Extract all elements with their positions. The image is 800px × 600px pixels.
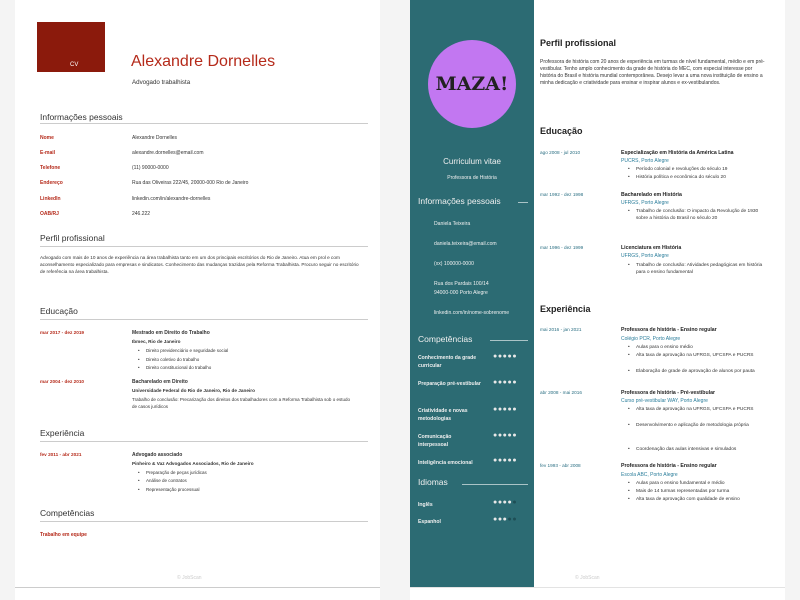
skills-heading: Competências bbox=[418, 334, 473, 344]
info-value: (11) 90000-0000 bbox=[132, 165, 169, 171]
rating-dot: ● bbox=[493, 499, 498, 506]
info-label: Telefone bbox=[40, 165, 61, 171]
cv-title: Curriculum vitae bbox=[443, 157, 501, 166]
language-rating bbox=[493, 499, 517, 506]
personal-info-heading: Informações pessoais bbox=[418, 196, 501, 206]
language-rating bbox=[493, 516, 517, 523]
skills-title: Competências bbox=[40, 508, 95, 518]
list-item: • Direito previdenciário e seguridade social bbox=[146, 348, 228, 353]
list-item: • Análise de contratos bbox=[146, 478, 187, 483]
resume-left bbox=[15, 0, 380, 600]
education-institution: PUCRS, Porto Alegre bbox=[621, 158, 669, 164]
rating-dot: ● bbox=[512, 499, 518, 506]
info-value: linkedin.com/in/alexandre-dornelles bbox=[132, 196, 211, 202]
experience-employer: Colégio PCR, Porto Alegre bbox=[621, 336, 681, 342]
education-date: mar 1992 - dez 1998 bbox=[540, 192, 584, 197]
rating-dot: ● bbox=[512, 406, 518, 413]
section-divider bbox=[40, 319, 368, 320]
rating-dot: ● bbox=[497, 516, 503, 523]
rating-dot: ● bbox=[507, 516, 513, 523]
rating-dot: ● bbox=[493, 516, 498, 523]
skill-label: Criatividade e novas metodologias bbox=[418, 408, 468, 422]
page-footer: © JobScan bbox=[177, 575, 202, 581]
education-date: mar 2017 - dez 2019 bbox=[40, 330, 85, 335]
info-label: Endereço bbox=[40, 180, 63, 186]
list-item: • Alta taxa de aprovação na UFRGS, UFCSPA e PUCRS bbox=[636, 406, 770, 413]
info-value: Rua das Oliveiras 222/45, 20000-000 Rio de Janeiro bbox=[132, 180, 249, 186]
skill-label: Comunicação interpessoal bbox=[418, 434, 452, 448]
experience-date: mai 2016 - jan 2021 bbox=[540, 327, 582, 332]
section-divider bbox=[40, 246, 368, 247]
rating-dot: ● bbox=[507, 379, 513, 386]
sidebar bbox=[410, 0, 534, 587]
experience-title: Experiência bbox=[40, 428, 85, 438]
skill-item: Trabalho em equipe bbox=[40, 532, 87, 538]
heading-rule bbox=[462, 484, 528, 485]
rating-dot: ● bbox=[502, 406, 508, 413]
section-divider bbox=[40, 521, 368, 522]
rating-dot: ● bbox=[502, 516, 508, 523]
heading-rule bbox=[490, 340, 528, 341]
info-label: LinkedIn bbox=[40, 196, 61, 202]
skill-label: Preparação pré-vestibular bbox=[418, 381, 481, 387]
language-label: Espanhol bbox=[418, 519, 441, 525]
rating-dot: ● bbox=[502, 499, 508, 506]
info-label: OAB/RJ bbox=[40, 211, 59, 217]
rating-dot: ● bbox=[502, 379, 508, 386]
list-item: • Aulas para o ensino fundamental e médio bbox=[636, 480, 770, 487]
skill-rating bbox=[493, 457, 517, 464]
experience-title-entry: Advogado associado bbox=[132, 452, 183, 458]
rating-dot: ● bbox=[507, 406, 513, 413]
header-badge: CV bbox=[37, 22, 105, 72]
info-value: Alexandre Dornelles bbox=[132, 135, 178, 141]
rating-dot: ● bbox=[512, 379, 518, 386]
experience-employer: Pinheiro & Vaz Advogados Associados, Rio de Janeiro bbox=[132, 461, 254, 466]
skill-rating bbox=[493, 432, 517, 439]
education-title-entry: Mestrado em Direito do Trabalho bbox=[132, 330, 210, 336]
rating-dot: ● bbox=[507, 499, 513, 506]
list-item: • Alta taxa de aprovação com qualidade de ensino bbox=[636, 496, 770, 503]
experience-title-entry: Professora de história - Ensino regular bbox=[621, 327, 717, 333]
list-item: • Alta taxa de aprovação na UFRGS, UFCSPA e PUCRS bbox=[636, 352, 770, 359]
rating-dot: ● bbox=[507, 432, 513, 439]
skill-label: Conhecimento da grade curricular bbox=[418, 355, 477, 369]
education-institution: Ibmec, Rio de Janeiro bbox=[132, 339, 181, 344]
personal-name: Daniela Teixeira bbox=[434, 221, 471, 227]
education-date: mar 2004 - dez 2010 bbox=[40, 379, 85, 384]
rating-dot: ● bbox=[497, 457, 503, 464]
rating-dot: ● bbox=[507, 353, 513, 360]
candidate-name: Alexandre Dornelles bbox=[131, 53, 276, 70]
skill-rating bbox=[493, 353, 517, 360]
personal-address-line1: Rua dos Pardais 100/14 bbox=[434, 281, 489, 287]
rating-dot: ● bbox=[493, 379, 498, 386]
profile-heading: Perfil profissional bbox=[540, 38, 617, 48]
page-footer: © JobScan bbox=[575, 575, 600, 581]
resume-right bbox=[410, 0, 785, 600]
experience-employer: Escola ABC, Porto Alegre bbox=[621, 472, 678, 478]
info-label: E-mail bbox=[40, 150, 56, 156]
list-item: • Trabalho de conclusão: Atividades pedagógicas em história para o ensino fundamental bbox=[636, 262, 770, 276]
logo-circle bbox=[428, 40, 516, 128]
languages-heading: Idiomas bbox=[418, 477, 448, 487]
list-item: • Direito constitucional do trabalho bbox=[146, 365, 211, 370]
rating-dot: ● bbox=[497, 353, 503, 360]
personal-phone: (xx) 100000-0000 bbox=[434, 261, 474, 267]
section-divider bbox=[40, 441, 368, 442]
rating-dot: ● bbox=[512, 432, 518, 439]
skill-rating bbox=[493, 379, 517, 386]
education-date: mar 1996 - dez 1999 bbox=[540, 245, 584, 250]
education-institution: UFRGS, Porto Alegre bbox=[621, 253, 669, 259]
rating-dot: ● bbox=[502, 457, 508, 464]
education-date: ago 2008 - jul 2010 bbox=[540, 150, 581, 155]
page-bottom-line bbox=[15, 587, 380, 588]
rating-dot: ● bbox=[497, 406, 503, 413]
skill-rating bbox=[493, 406, 517, 413]
cv-subtitle: Professora de História bbox=[447, 175, 497, 181]
rating-dot: ● bbox=[493, 406, 498, 413]
rating-dot: ● bbox=[502, 432, 508, 439]
profile-text: Professora de história com 20 anos de experiência em turmas de nível fundamental, médio e em pré-vestibular. Tenho amplo conhecimento da grade de história do MEC, com especial interesse por história do Brasil e história mundial contemporânea. Desejo levar a uma nova instituição de ensino a minha dedicação e criatividade para ensinar e inspirar alunos e ex-vestibulandos. bbox=[540, 59, 765, 86]
education-heading: Educação bbox=[540, 126, 583, 136]
rating-dot: ● bbox=[507, 457, 513, 464]
list-item: • Período colonial e revoluções do século 19 bbox=[636, 166, 770, 173]
list-item: • Representação processual bbox=[146, 487, 200, 492]
language-label: Inglês bbox=[418, 502, 433, 508]
skill-label: Inteligência emocional bbox=[418, 460, 473, 466]
logo-text: MAZA! bbox=[435, 73, 509, 95]
page-bottom-line bbox=[410, 587, 785, 588]
list-item: • Coordenação das aulas intensivas e simulados bbox=[636, 446, 770, 453]
education-title: Educação bbox=[40, 306, 78, 316]
info-value: alexandre.dornelles@email.com bbox=[132, 150, 204, 156]
rating-dot: ● bbox=[512, 457, 518, 464]
list-item: • Trabalho de conclusão: O impacto da Revolução de 1930 sobre a história do Brasil no século 20 bbox=[636, 208, 770, 222]
rating-dot: ● bbox=[493, 457, 498, 464]
list-item: • Aulas para o ensino médio bbox=[636, 344, 770, 351]
personal-email: daniela.teixeira@email.com bbox=[434, 241, 497, 247]
heading-rule bbox=[518, 202, 528, 203]
experience-employer: Curso pré-vestibular WAY, Porto Alegre bbox=[621, 398, 708, 404]
experience-date: abr 2008 - mai 2016 bbox=[540, 390, 582, 395]
personal-linkedin: linkedin.com/in/nome-sobrenome bbox=[434, 310, 510, 316]
personal-info-title: Informações pessoais bbox=[40, 112, 123, 122]
education-title-entry: Bacharelado em História bbox=[621, 192, 682, 198]
list-item: • Preparação de peças jurídicas bbox=[146, 470, 207, 475]
experience-title-entry: Professora de história - Pré-vestibular bbox=[621, 390, 715, 396]
list-item: • Desenvolvimento e aplicação de metodologia própria bbox=[636, 422, 770, 429]
candidate-role: Advogado trabalhista bbox=[132, 79, 191, 86]
info-value: 246.222 bbox=[132, 211, 151, 217]
profile-title: Perfil profissional bbox=[40, 233, 105, 243]
experience-heading: Experiência bbox=[540, 304, 591, 314]
list-item: • Direito coletivo do trabalho bbox=[146, 357, 199, 362]
experience-date: fev 1993 - abr 2008 bbox=[540, 463, 581, 468]
list-item: • Mais de 14 turmas representadas por turma bbox=[636, 488, 770, 495]
rating-dot: ● bbox=[497, 379, 503, 386]
education-institution: Universidade Federal do Rio de Janeiro, Rio de Janeiro bbox=[132, 388, 255, 393]
experience-title-entry: Professora de história - Ensino regular bbox=[621, 463, 717, 469]
rating-dot: ● bbox=[497, 499, 503, 506]
rating-dot: ● bbox=[502, 353, 508, 360]
personal-address-line2: 94000-000 Porto Alegre bbox=[434, 290, 488, 296]
info-label: Nome bbox=[40, 135, 54, 141]
education-title-entry: Especialização em História da América Latina bbox=[621, 150, 734, 156]
education-institution: UFRGS, Porto Alegre bbox=[621, 200, 669, 206]
profile-text: Advogado com mais de 10 anos de experiência na área trabalhista tanto em um dos principais escritórios do Rio de Janeiro. Atua em prol e com aconselhamento especializado para empresas e sindicatos. Conhecimento das mudanças trazidas pela Reforma Trabalhista. Procuro seguir no escritório de referência na área trabalhista. bbox=[40, 255, 359, 274]
rating-dot: ● bbox=[512, 353, 518, 360]
experience-date: fev 2011 - abr 2021 bbox=[40, 452, 82, 457]
rating-dot: ● bbox=[493, 353, 498, 360]
section-divider bbox=[40, 123, 368, 124]
education-description: Trabalho de conclusão: Precarização dos direitos dos trabalhadores com a Reforma Trabalhista sob o estudo de casos jurídicos bbox=[132, 397, 350, 409]
education-title-entry: Licenciatura em História bbox=[621, 245, 682, 251]
list-item: • Elaboração de grade de aprovação de alunos por pauta bbox=[636, 368, 770, 375]
rating-dot: ● bbox=[493, 432, 498, 439]
education-title-entry: Bacharelado em Direito bbox=[132, 379, 188, 385]
rating-dot: ● bbox=[497, 432, 503, 439]
list-item: • História política e econômica do século 20 bbox=[636, 174, 770, 181]
rating-dot: ● bbox=[512, 516, 518, 523]
